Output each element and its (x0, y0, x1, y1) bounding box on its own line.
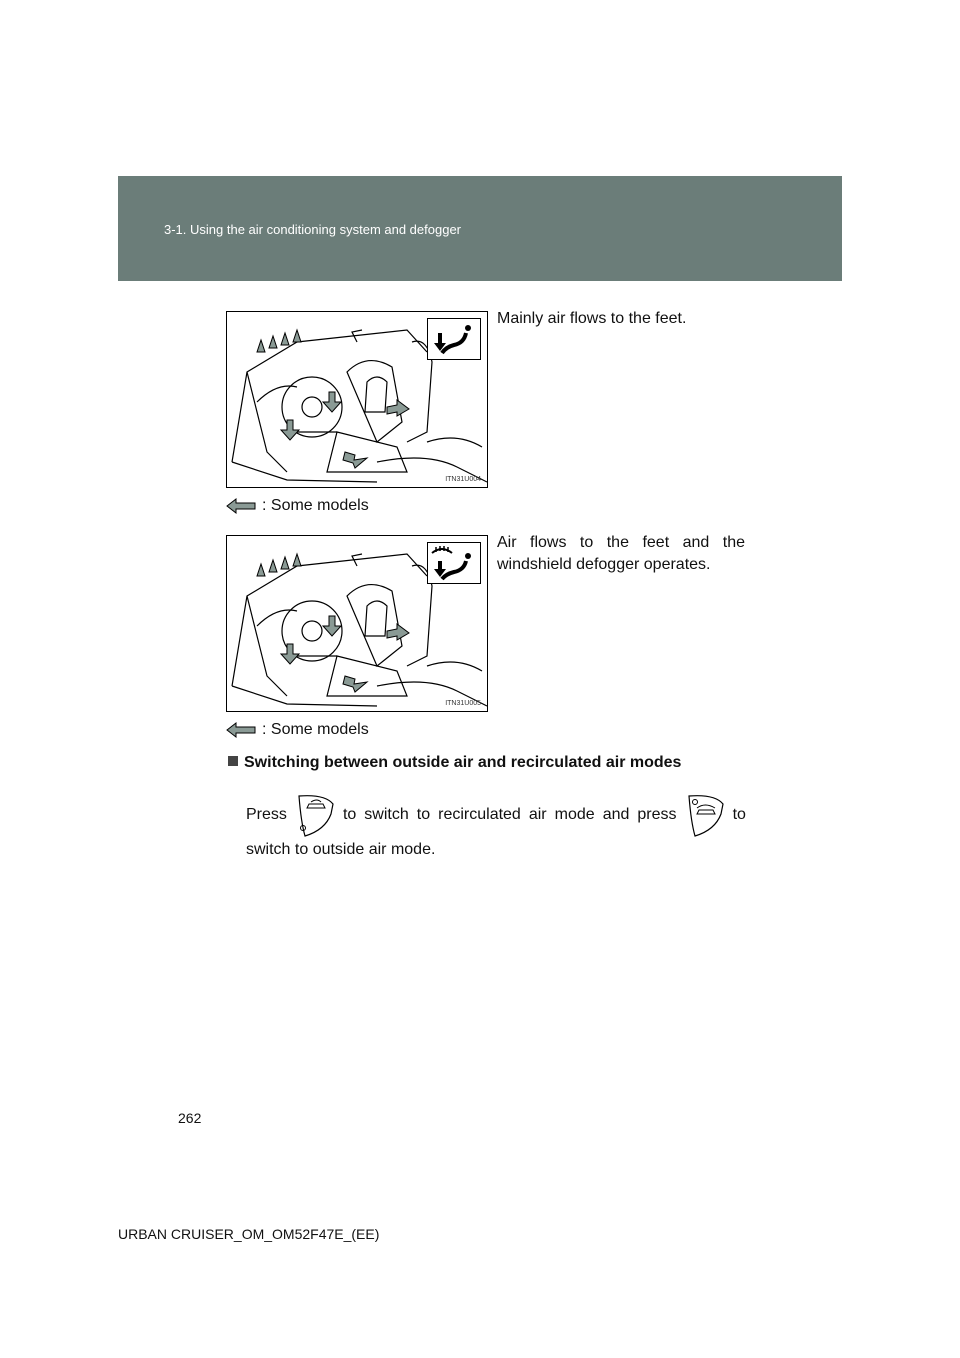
recirculated-air-button-icon (295, 792, 335, 838)
illustration-feet-defogger-mode (226, 535, 488, 712)
word: air (528, 806, 547, 823)
instruction-paragraph (246, 795, 746, 859)
mode-description: Air flows to the feet and the windshield defogger operates. (497, 534, 745, 573)
word: mode (554, 806, 595, 823)
figure-code: ITN31U004 (445, 476, 481, 483)
page-number: 262 (178, 1110, 202, 1126)
word: press (637, 806, 677, 823)
illustration-feet-mode (226, 311, 488, 488)
square-bullet-icon (228, 756, 238, 766)
section-heading (228, 754, 681, 772)
word: to (342, 806, 357, 823)
word: to (416, 806, 431, 823)
some-models-text: : Some models (262, 497, 369, 514)
arrow-marker-icon (226, 497, 256, 515)
section-header (118, 176, 842, 281)
arrow-marker-icon (226, 721, 256, 739)
footer-code: URBAN CRUISER_OM_OM52F47E_(EE) (118, 1226, 380, 1242)
some-models-note (226, 497, 369, 515)
some-models-text: : Some models (262, 721, 369, 738)
feet-airflow-icon (427, 318, 481, 360)
word: Press (246, 806, 287, 823)
word: recirculated (438, 806, 521, 823)
some-models-note (226, 721, 369, 739)
word: switch (364, 806, 409, 823)
word: and (602, 806, 630, 823)
figure-code: ITN31U005 (445, 700, 481, 707)
feet-defogger-airflow-icon (427, 542, 481, 584)
instruction-line-2: switch to outside air mode. (246, 841, 436, 858)
word: to (732, 806, 746, 823)
outside-air-button-icon (685, 792, 725, 838)
section-heading-text: Switching between outside air and recirculated air modes (244, 754, 682, 771)
section-title: 3-1. Using the air conditioning system and defogger (164, 222, 462, 237)
mode-description: Mainly air flows to the feet. (497, 310, 687, 327)
